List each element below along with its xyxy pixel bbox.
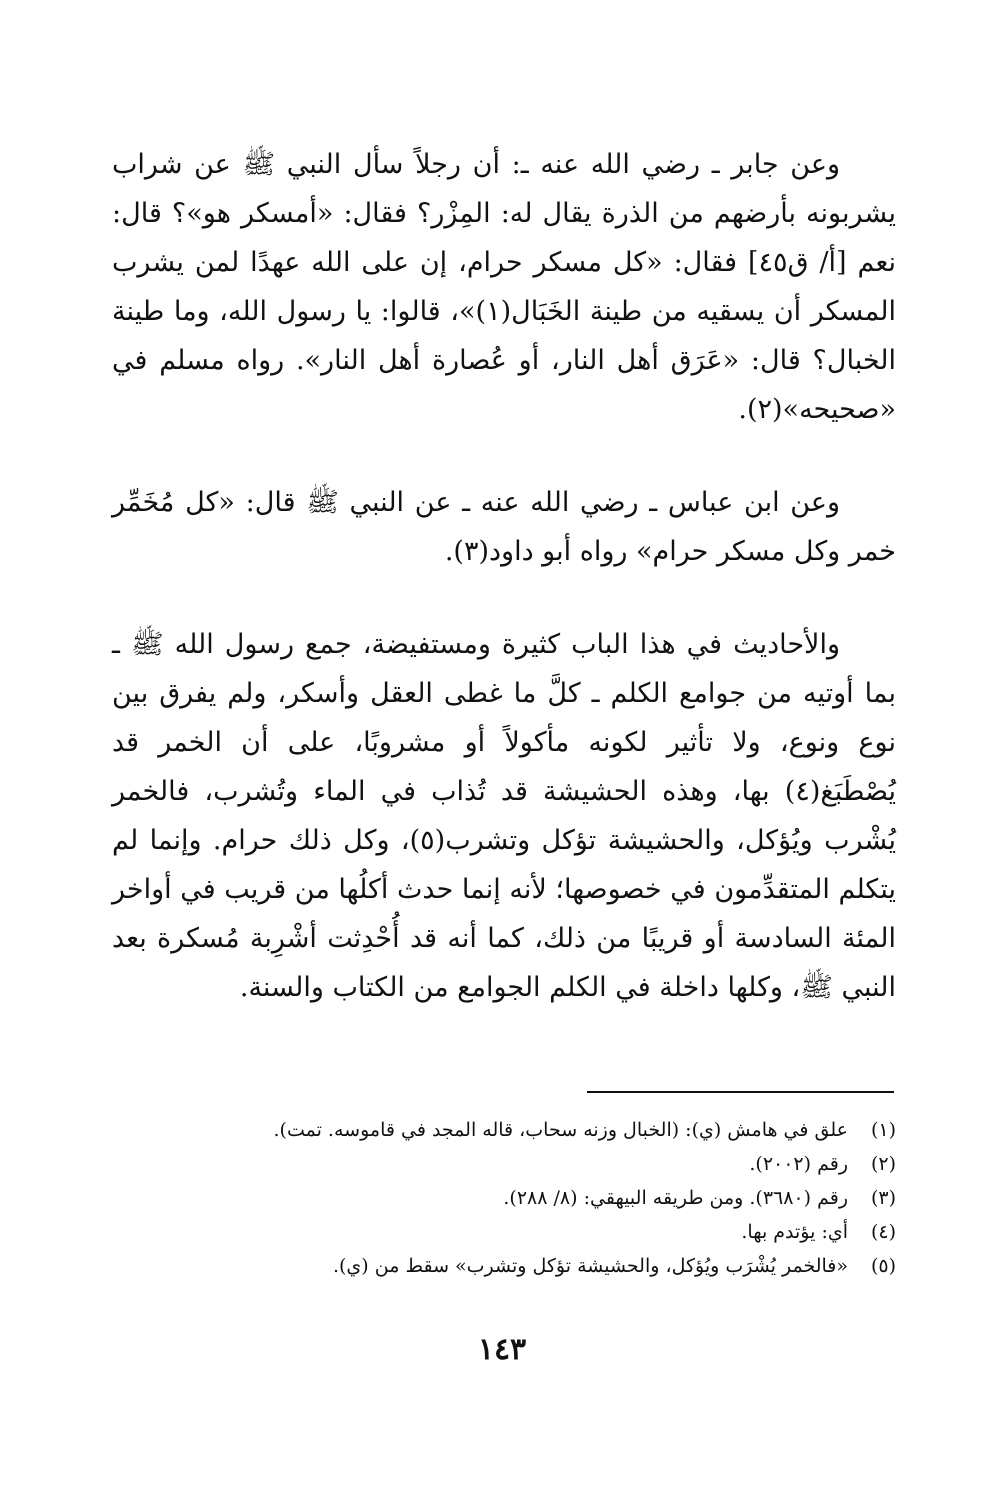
footnote-number: (٥) bbox=[870, 1255, 896, 1277]
footnote-number: (٣) bbox=[870, 1187, 896, 1209]
footnotes bbox=[112, 1113, 896, 1283]
page-number: ١٤٣ bbox=[477, 1332, 527, 1367]
footnote-text: رقم (٢٠٠٢). bbox=[749, 1153, 848, 1175]
paragraph-commentary: والأحاديث في هذا الباب كثيرة ومستفيضة، جمع رسول الله ﷺ ـ بما أوتيه من جوامع الكلم ـ كلَّ ما غطى العقل وأسكر، ولم يفرق بين نوع ونوع، ولا تأثير لكونه مأكولاً أو مشروبًا، على أن الخمر قد يُصْطَبَغ(٤) بها، وهذه الحشيشة قد تُذاب في الماء وتُشرب، فالخمر يُشْرب ويُؤكل، والحشيشة تؤكل وتشرب(٥)، وكل ذلك حرام. وإنما لم يتكلم المتقدِّمون في خصوصها؛ لأنه إنما حدث أكلُها من قريب في أواخر المئة السادسة أو قريبًا من ذلك، كما أنه قد أُحْدِثت أشْرِبة مُسكرة بعد النبي ﷺ، وكلها داخلة في الكلم الجوامع من الكتاب والسنة. bbox=[112, 629, 896, 1003]
main-text bbox=[112, 140, 896, 1012]
footnote-number: (٢) bbox=[870, 1153, 896, 1175]
footnote-text: «فالخمر يُشْرَب ويُؤكل، والحشيشة تؤكل وتشرب» سقط من (ي). bbox=[332, 1255, 848, 1277]
paragraph-jabir-hadith: وعن جابر ـ رضي الله عنه ـ: أن رجلاً سأل النبي ﷺ عن شراب يشربونه بأرضهم من الذرة يقال له: المِزْر؟ فقال: «أمسكر هو»؟ قال: نعم [أ/ ق٤٥] فقال: «كل مسكر حرام، إن على الله عهدًا لمن يشرب المسكر أن يسقيه من طينة الخَبَال(١)»، قالوا: يا رسول الله، وما طينة الخبال؟ قال: «عَرَق أهل النار، أو عُصارة أهل النار». رواه مسلم في «صحيحه»(٢). bbox=[112, 149, 896, 425]
footnote-number: (٤) bbox=[870, 1221, 896, 1243]
footnote-text: رقم (٣٦٨٠). ومن طريقه البيهقي: (٨/ ٢٨٨). bbox=[503, 1187, 848, 1209]
footnote bbox=[112, 1113, 896, 1147]
footnote-text: أي: يؤتدم بها. bbox=[741, 1221, 848, 1243]
footnote bbox=[112, 1147, 896, 1181]
footnote bbox=[112, 1181, 896, 1215]
footnote-number: (١) bbox=[870, 1119, 896, 1141]
footnote bbox=[112, 1215, 896, 1249]
footnote-text: علق في هامش (ي): (الخبال وزنه سحاب، قاله المجد في قاموسه. تمت). bbox=[273, 1119, 848, 1141]
footnote-separator bbox=[587, 1091, 894, 1093]
footnote bbox=[112, 1249, 896, 1283]
paragraph-ibn-abbas-hadith: وعن ابن عباس ـ رضي الله عنه ـ عن النبي ﷺ قال: «كل مُخَمِّر خمر وكل مسكر حرام» رواه أبو داود(٣). bbox=[112, 487, 896, 567]
